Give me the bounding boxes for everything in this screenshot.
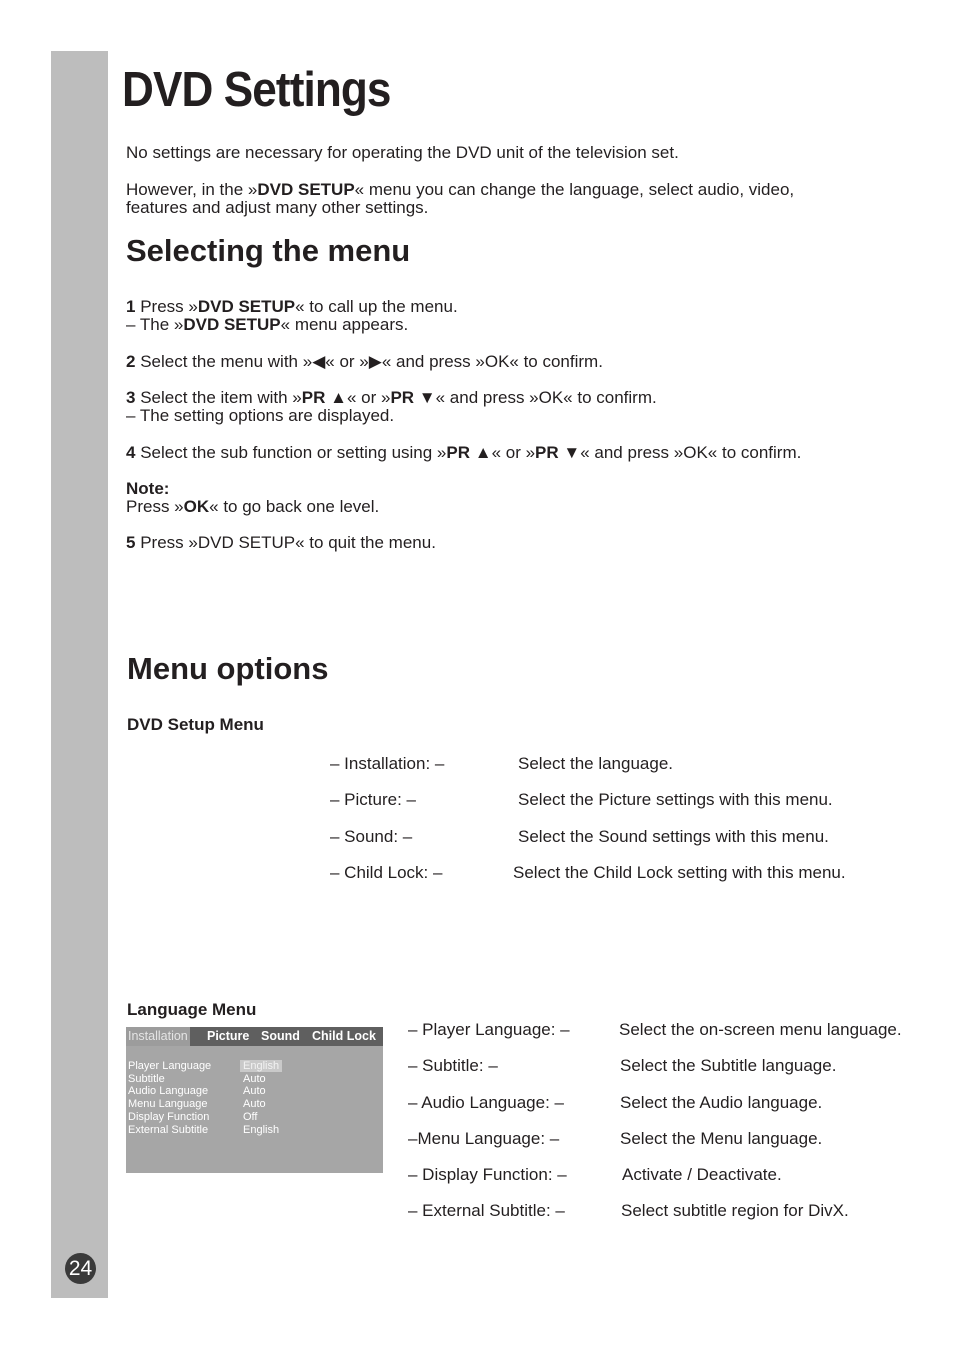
language-item-label: – Display Function: –: [408, 1165, 567, 1184]
menu-options-heading: Menu options: [127, 651, 329, 686]
osd-row-label: Display Function: [128, 1111, 210, 1123]
language-item-label: –Menu Language: –: [408, 1129, 560, 1148]
step-4: 4 Select the sub function or setting using »PR ▲« or »PR ▼« and press »OK« to confirm.: [126, 443, 802, 462]
setup-item-label: – Child Lock: –: [330, 863, 443, 882]
osd-row-value: Off: [243, 1111, 258, 1123]
osd-tab-bar: [126, 1027, 383, 1046]
right-arrow-icon: ▶: [368, 352, 382, 371]
osd-row-value: Auto: [243, 1098, 266, 1110]
osd-tab-picture: Picture: [207, 1029, 250, 1043]
page-title: DVD Settings: [122, 63, 391, 117]
dvd-setup-menu-heading: DVD Setup Menu: [127, 715, 264, 734]
language-item-label: – External Subtitle: –: [408, 1201, 565, 1220]
osd-tab-sound: Sound: [261, 1029, 300, 1043]
left-arrow-icon: ◀: [312, 352, 326, 371]
setup-item-desc: Select the Child Lock setting with this menu.: [513, 863, 846, 882]
step-1: 1 Press »DVD SETUP« to call up the menu. – The »DVD SETUP« menu appears.: [126, 297, 458, 334]
osd-row-label: Menu Language: [128, 1098, 208, 1110]
language-item-label: – Player Language: –: [408, 1020, 570, 1039]
setup-item-label: – Sound: –: [330, 827, 413, 846]
language-item-label: – Subtitle: –: [408, 1056, 498, 1075]
language-item-desc: Select the Audio language.: [620, 1093, 823, 1112]
intro-paragraph-2: However, in the »DVD SETUP« menu you can change the language, select audio, video, features and adjust many other settings.: [126, 180, 795, 217]
osd-tab-child-lock: Child Lock: [312, 1029, 376, 1043]
osd-row-label: Audio Language: [128, 1085, 209, 1097]
step-2: 2 Select the menu with »◀« or »▶« and press »OK« to confirm.: [126, 352, 603, 371]
setup-item-desc: Select the Picture settings with this menu.: [518, 790, 833, 809]
setup-item-label: – Picture: –: [330, 790, 416, 809]
setup-item-desc: Select the language.: [518, 754, 674, 773]
language-item-desc: Activate / Deactivate.: [622, 1165, 782, 1184]
osd-row-value-selected: English: [240, 1060, 282, 1072]
language-menu-heading: Language Menu: [127, 1000, 257, 1019]
setup-item-desc: Select the Sound settings with this menu.: [518, 827, 829, 846]
intro-paragraph-1: No settings are necessary for operating the DVD unit of the television set.: [126, 143, 679, 162]
language-item-desc: Select subtitle region for DivX.: [621, 1201, 849, 1220]
language-item-desc: Select the Subtitle language.: [620, 1056, 837, 1075]
osd-row-value: Auto: [243, 1085, 266, 1097]
step-3: 3 Select the item with »PR ▲« or »PR ▼« and press »OK« to confirm. – The setting options are displayed.: [126, 388, 657, 425]
language-item-desc: Select the on-screen menu language.: [619, 1020, 902, 1039]
page-number: 24: [65, 1253, 96, 1284]
language-item-desc: Select the Menu language.: [620, 1129, 823, 1148]
osd-row-label: Subtitle: [128, 1073, 165, 1085]
page-sidebar-bar: [51, 51, 108, 1298]
selecting-menu-heading: Selecting the menu: [126, 233, 411, 268]
language-menu-osd-screenshot: [126, 1027, 383, 1173]
osd-row-value: English: [243, 1124, 280, 1136]
setup-item-label: – Installation: –: [330, 754, 445, 773]
osd-tab-installation: Installation: [126, 1027, 190, 1046]
step-5: 5 Press »DVD SETUP« to quit the menu.: [126, 533, 436, 552]
osd-row-label: External Subtitle: [128, 1124, 209, 1136]
osd-row-value: Auto: [243, 1073, 266, 1085]
osd-row-label: Player Language: [128, 1060, 212, 1072]
note: Note: Press »OK« to go back one level.: [126, 479, 380, 516]
language-item-label: – Audio Language: –: [408, 1093, 564, 1112]
